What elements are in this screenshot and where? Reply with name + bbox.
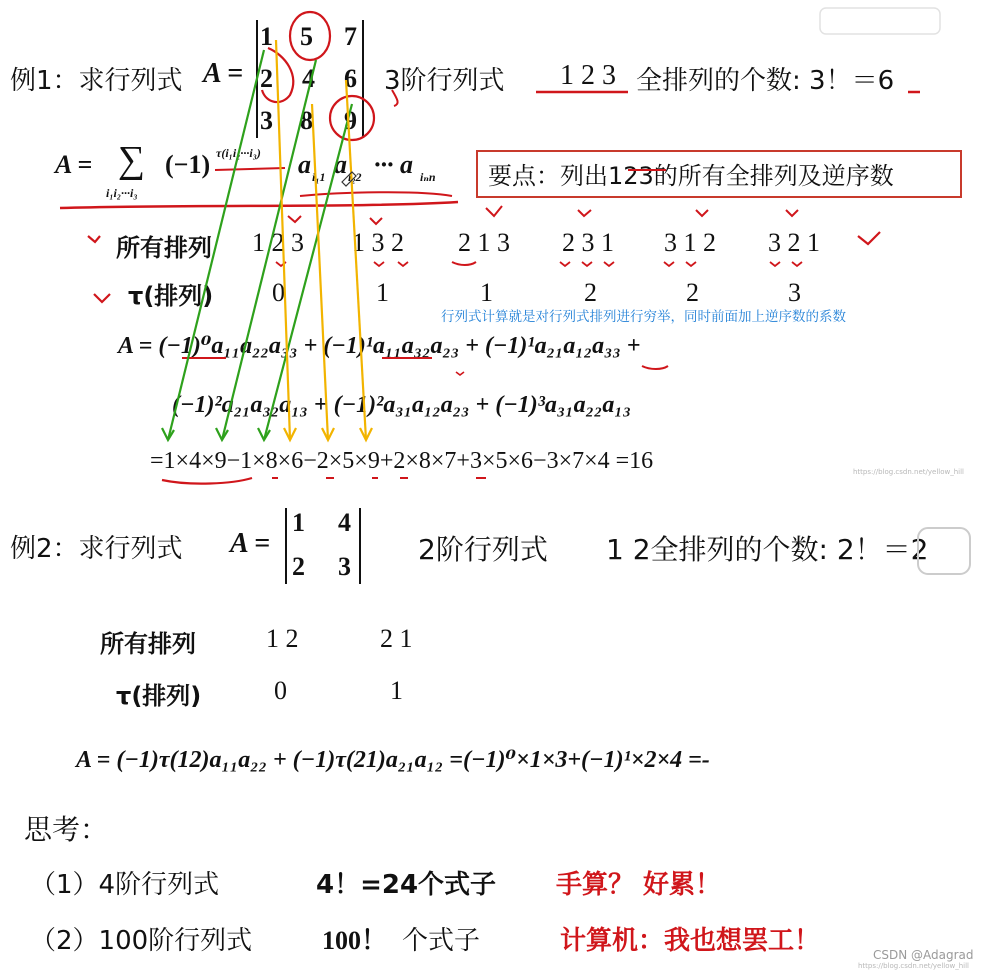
perm-item: 3 2 1	[768, 228, 820, 257]
n21: 2	[292, 552, 305, 581]
m31: 3	[260, 106, 273, 135]
formula-dots-sub: iₙn	[420, 170, 436, 184]
green-line	[168, 50, 264, 440]
tick-mark	[858, 232, 880, 244]
tau-item: 0	[274, 676, 287, 705]
green-line	[222, 60, 316, 440]
ex1-order-text: 3阶行列式	[384, 66, 505, 96]
result-line: =1×4×9−1×8×6−2×5×9+2×8×7+3×5×6−3×7×4 =16	[150, 448, 654, 474]
tau-item: 2	[686, 278, 699, 307]
circle-5	[290, 12, 330, 60]
think-item1-count: 4！=24个式子	[316, 870, 497, 900]
tick-mark	[696, 210, 708, 216]
m12: 5	[300, 22, 313, 51]
mark	[452, 262, 476, 265]
m13: 7	[344, 22, 357, 51]
pencil-cursor-icon	[342, 172, 356, 186]
tau-item: 2	[584, 278, 597, 307]
keypoint-text: 要点：列出123的所有全排列及逆序数	[488, 162, 894, 190]
think-item2-comment: 计算机：我也想罢工！	[560, 926, 821, 956]
mark	[560, 262, 614, 266]
expansion-line-2: (−1)²a₂₁a₃₂a₁₃ + (−1)²a₃₁a₁₂a₂₃ + (−1)³a₃₁a₂₂a₁₃	[172, 392, 632, 418]
formula-sign: (−1)	[165, 150, 211, 179]
formula-a1: a	[298, 150, 311, 179]
csdn-watermark: CSDN @Adagrad	[873, 948, 974, 962]
think-item2-count: 100！	[322, 926, 388, 955]
formula-a2: a	[334, 150, 347, 179]
mark	[374, 262, 408, 266]
m32: 8	[300, 106, 313, 135]
perm-item: 2 1	[380, 624, 413, 653]
ex1-tau-header: τ(排列)	[128, 282, 214, 310]
ex2-A-eq: A =	[230, 528, 271, 559]
watermark-url: https://blog.csdn.net/yellow_hill	[853, 468, 964, 476]
mark	[456, 372, 464, 375]
formula-underline	[300, 192, 452, 196]
tick-mark	[88, 236, 100, 242]
tau-item: 0	[272, 278, 285, 307]
green-line	[264, 104, 352, 440]
tick-mark	[578, 210, 591, 216]
tau-item: 3	[788, 278, 801, 307]
faint-logo-icon	[918, 528, 970, 574]
ex2-count-text: 1 2全排列的个数: 2！＝2	[606, 533, 929, 566]
perm-item: 1 3 2	[352, 228, 404, 257]
ex2-order-text: 2阶行列式	[418, 533, 548, 566]
think-title: 思考：	[24, 813, 109, 846]
orange-line	[346, 80, 366, 440]
ex2-perm-header: 所有排列	[100, 630, 196, 658]
tau-item: 1	[480, 278, 493, 307]
ex1-A-eq: A =	[203, 58, 244, 89]
m21: 2	[260, 64, 273, 93]
tick-mark	[486, 206, 502, 216]
tau-item: 1	[376, 278, 389, 307]
orange-line	[312, 104, 328, 440]
formula-a1-sub: i₁1	[312, 170, 326, 184]
formula-underline	[60, 202, 458, 208]
perm-item: 1 2	[266, 624, 299, 653]
ex1-perm-digits: 1 2 3	[560, 60, 616, 91]
perm-item: 3 1 2	[664, 228, 716, 257]
perm-item: 1 2 3	[252, 228, 304, 257]
think-item2-label: （2）100阶行列式	[30, 926, 253, 956]
n12: 4	[338, 508, 351, 537]
m22: 4	[302, 64, 315, 93]
think-item1-label: （1）4阶行列式	[30, 870, 220, 900]
think-item2-suffix: 个式子	[402, 926, 481, 956]
formula-dots: ··· a	[374, 150, 413, 179]
underline	[215, 168, 285, 170]
ex1-label: 例1：求行列式	[10, 66, 183, 96]
circle-9	[330, 96, 374, 140]
annotation-note: 行列式计算就是对行列式排列进行穷举，同时前面加上逆序数的系数	[441, 309, 846, 325]
formula-a2-sub: i₂2	[348, 170, 362, 184]
perm-item: 2 3 1	[562, 228, 614, 257]
expansion-line-1: A = (−1)⁰a₁₁a₂₂a₃₃ + (−1)¹a₁₁a₃₂a₂₃ + (−1)¹a₂₁a₁₂a₃₃ +	[118, 333, 641, 359]
ex2-formula: A = (−1)τ(12)a₁₁a₂₂ + (−1)τ(21)a₂₁a₁₂ =(−1)⁰×1×3+(−1)¹×2×4 =-	[76, 747, 710, 773]
m11: 1	[260, 22, 273, 51]
green-arrowhead	[162, 428, 270, 440]
underline	[162, 478, 252, 484]
mark	[770, 262, 802, 266]
faint-logo-icon	[820, 8, 940, 34]
think-item1-comment: 手算？ 好累！	[556, 870, 722, 900]
tick-mark	[786, 210, 798, 216]
formula-sum-sub: i₁i₂···i₃	[106, 186, 138, 200]
watermark-url: https://blog.csdn.net/yellow_hill	[858, 962, 969, 970]
mark	[392, 90, 398, 106]
formula-lhs: A =	[55, 150, 93, 179]
ex1-perm-header: 所有排列	[116, 234, 212, 262]
formula-exp: τ(i₁i₂···i₃)	[216, 146, 261, 160]
mark	[642, 366, 668, 369]
tau-item: 1	[390, 676, 403, 705]
ex2-tau-header: τ(排列)	[116, 682, 202, 710]
ex2-label: 例2：求行列式	[10, 534, 183, 564]
ex1-count-text: 全排列的个数: 3！＝6	[636, 66, 895, 96]
tick-mark	[94, 294, 110, 302]
mark	[664, 262, 696, 266]
m23: 6	[344, 64, 357, 93]
tick-mark	[370, 218, 382, 224]
m33: 9	[344, 106, 357, 135]
perm-item: 2 1 3	[458, 228, 510, 257]
tick-mark	[288, 216, 301, 222]
n11: 1	[292, 508, 305, 537]
n22: 3	[338, 552, 351, 581]
formula-sum-symbol: ∑	[118, 139, 146, 181]
